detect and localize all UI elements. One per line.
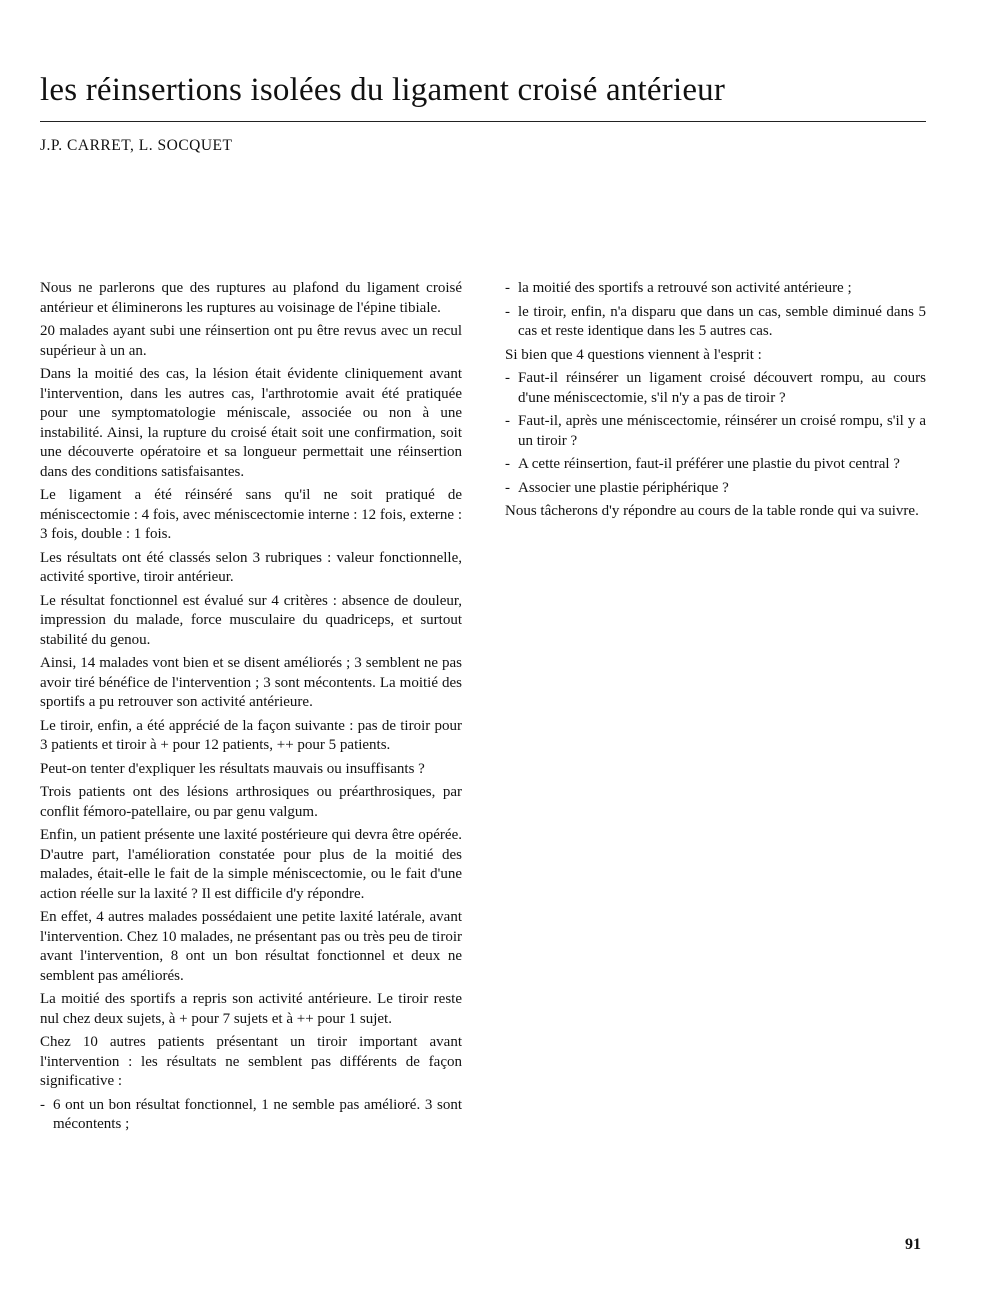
right-column <box>505 279 926 526</box>
paragraph: En effet, 4 autres malades possédaient une petite laxité latérale, avant l'intervention. Chez 10 malades, ne présentant pas ou très peu de tiroir avant l'intervention, 8 ont un bon résultat fonctionnel et deux ne semblent pas améliorés. <box>40 909 462 984</box>
paragraph: Les résultats ont été classés selon 3 rubriques : valeur fonctionnelle, activité sportive, tiroir antérieur. <box>40 549 462 585</box>
paragraph: Nous tâcherons d'y répondre au cours de la table ronde qui va suivre. <box>505 503 919 519</box>
list-item: - le tiroir, enfin, n'a disparu que dans un cas, semble diminué dans 5 cas et reste identique dans les 5 autres cas. <box>505 303 926 342</box>
paragraph: Trois patients ont des lésions arthrosiques ou préarthrosiques, par conflit fémoro-patellaire, ou par genu valgum. <box>40 784 462 820</box>
paragraph: Enfin, un patient présente une laxité postérieure qui devra être opérée. D'autre part, l'amélioration constatée pour plus de la moitié des malades, était-elle le fait de la simple méniscectomie, ou le fait d'une action réelle sur la laxité ? Il est difficile d'y répondre. <box>40 827 462 902</box>
article-title: les réinsertions isolées du ligament croisé antérieur <box>40 72 726 108</box>
list-item: - 6 ont un bon résultat fonctionnel, 1 ne semble pas amélioré. 3 sont mécontents ; <box>40 1096 462 1135</box>
paragraph: Peut-on tenter d'expliquer les résultats mauvais ou insuffisants ? <box>40 760 425 777</box>
question-item: - A cette réinsertion, faut-il préférer une plastie du pivot central ? <box>505 455 926 475</box>
results-list-continued <box>505 279 926 342</box>
paragraph: Nous ne parlerons que des ruptures au plafond du ligament croisé antérieur et éliminerons les ruptures au voisinage de l'épine tibiale. <box>40 280 462 316</box>
left-column <box>40 279 462 1139</box>
paragraph: Ainsi, 14 malades vont bien et se disent améliorés ; 3 semblent ne pas avoir tiré bénéfice de l'intervention ; 3 sont mécontents. La moitié des sportifs a pu retrouver son activité antérieure. <box>40 655 462 710</box>
paragraph: Le tiroir, enfin, a été apprécié de la façon suivante : pas de tiroir pour 3 patients et tiroir à + pour 12 patients, ++ pour 5 patients. <box>40 717 462 753</box>
paragraph: Chez 10 autres patients présentant un tiroir important avant l'intervention : les résultats ne semblent pas différents de façon significative : <box>40 1034 462 1089</box>
question-item: - Associer une plastie périphérique ? <box>505 479 926 499</box>
results-list <box>40 1096 462 1135</box>
title-rule <box>40 121 926 122</box>
page-number: 91 <box>905 1236 921 1253</box>
paragraph: 20 malades ayant subi une réinsertion ont pu être revus avec un recul supérieur à un an. <box>40 323 462 359</box>
question-item: - Faut-il, après une méniscectomie, réinsérer un croisé rompu, s'il y a un tiroir ? <box>505 412 926 451</box>
question-item: - Faut-il réinsérer un ligament croisé découvert rompu, au cours d'une méniscectomie, s'il n'y a pas de tiroir ? <box>505 369 926 408</box>
paragraph: Le ligament a été réinséré sans qu'il ne soit pratiqué de méniscectomie : 4 fois, avec méniscectomie interne : 12 fois, externe : 3 fois, double : 1 fois. <box>40 487 462 542</box>
paragraph: Le résultat fonctionnel est évalué sur 4 critères : absence de douleur, impression du malade, force musculaire du quadriceps, et surtout stabilité du genou. <box>40 592 462 648</box>
paragraph: Dans la moitié des cas, la lésion était évidente cliniquement avant l'intervention, dans les autres cas, l'arthrotomie avait été pratiquée pour une symptomatologie méniscale, associée ou non à une instabilité. Ainsi, la rupture du croisé était soit une confirmation, soit une découverte opératoire et sa longueur permettait une réinsertion dans des conditions satisfaisantes. <box>40 366 462 480</box>
paragraph: La moitié des sportifs a repris son activité antérieure. Le tiroir reste nul chez deux sujets, à + pour 7 sujets et à ++ pour 1 sujet. <box>40 991 462 1027</box>
questions-list <box>505 369 926 498</box>
authors: J.P. CARRET, L. SOCQUET <box>40 137 233 154</box>
paragraph: Si bien que 4 questions viennent à l'esprit : <box>505 346 762 363</box>
list-item: - la moitié des sportifs a retrouvé son activité antérieure ; <box>505 279 926 299</box>
